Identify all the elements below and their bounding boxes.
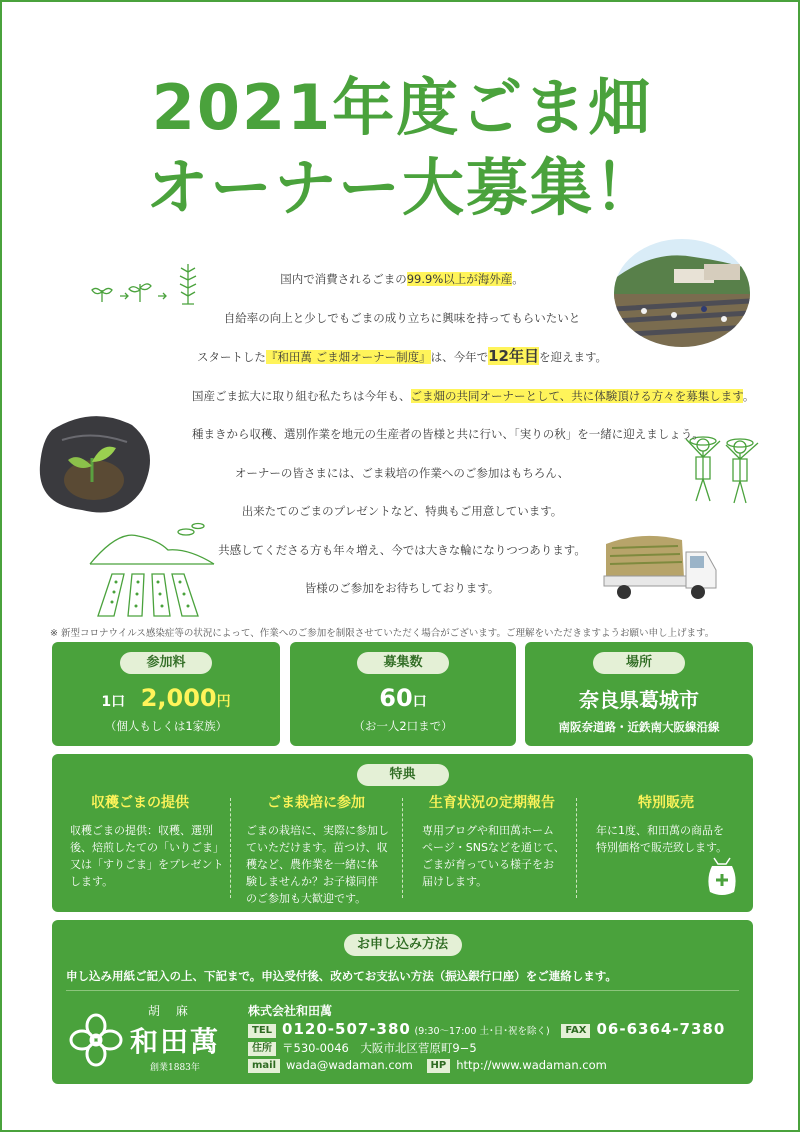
benefits-box [52,754,753,912]
benefit-title: 生育状況の定期報告 [429,795,555,811]
hp-link[interactable]: http://www.wadaman.com [456,1058,607,1072]
benefit-text: 年に1度、和田萬の商品を 特別価格で販売致します。 [596,824,728,854]
benefit-text: ごまの栽培に、実際に参加し ていただけます。苗つけ、収 穫など、農作業を一緒に体 験しませんか？お子様同伴 のご参加も大歓迎です。 [246,824,389,905]
benefit-item [56,792,224,890]
place-sub: 南阪奈道路・近鉄南大阪線沿線 [558,720,720,734]
benefit-item [408,792,576,890]
divider [576,798,577,898]
benefit-title: ごま栽培に参加 [267,795,365,811]
tel-tag: TEL [248,1024,276,1038]
page-title-line2: オーナー大募集！ [145,151,658,224]
count-box [290,642,516,746]
fee-price: 1口 2,000円 [101,684,231,712]
benefit-item [582,792,750,856]
count-label: 募集数 [357,652,449,674]
tel-hours: (9:30〜17:00 土･日･祝を除く) [414,1026,550,1037]
address-text: 〒530-0046 大阪市北区菅原町9−5 [282,1041,477,1055]
intro-line: 国内で消費されるごまの99.9%以上が海外産。 [280,272,524,286]
apply-instructions: 申し込み用紙ご記入の上、下記まで。申込受付後、改めてお支払い方法（振込銀行口座）をご連絡します。 [66,969,617,983]
place-box [525,642,753,746]
sesame-field-photo [614,239,750,347]
fax-tag: FAX [561,1024,590,1038]
logo-top: 胡 麻 [148,1004,194,1018]
contact-row-web [248,1058,607,1073]
seedling-photo [32,410,162,520]
apply-box [52,920,753,1084]
benefits-label: 特典 [357,764,449,786]
harvest-truck-photo [602,530,722,610]
benefit-title: 収穫ごまの提供 [91,795,189,811]
sesame-bag-icon [704,854,740,898]
count-value: 60口 [379,684,427,712]
company-name: 株式会社和田萬 [248,1004,333,1018]
place-value: 奈良県葛城市 [579,688,699,712]
intro-line: 皆様のご参加をお待ちしております。 [304,581,500,595]
benefit-title: 特別販売 [638,795,694,811]
intro-line: 国産ごま拡大に取り組む私たちは今年も、ごま畑の共同オーナーとして、共に体験頂ける方々を募集します。 [192,388,755,403]
hp-tag: HP [427,1059,451,1073]
intro-line: スタートした『和田萬 ごま畑オーナー制度』は、今年で12年目を迎えます。 [196,347,608,365]
wadaman-logo [68,998,238,1078]
fee-label: 参加料 [120,652,212,674]
benefit-text: 収穫ごまの提供：収穫、選別 後、焙煎したての「いりごま」 又は「すりごま」をプレゼント します。 [70,824,224,888]
intro-text [192,260,755,608]
address-tag: 住所 [248,1042,276,1056]
intro-line: オーナーの皆さまには、ごま栽培の作業へのご参加はもちろん、 [234,465,570,480]
mail-link[interactable]: wada@wadaman.com [286,1058,413,1072]
logo-name: 和田萬 [130,1025,221,1058]
logo-since: 創業1883年 [150,1063,200,1073]
benefit-text: 専用ブログや和田萬ホーム ページ・SNSなどを通じて、 ごまが育っている様子をお 届けします。 [422,824,565,888]
divider [66,990,739,991]
contact-row-address [248,1040,477,1056]
flower-logo-icon [68,1012,124,1068]
contact-row-phone [248,1020,725,1038]
benefit-item [232,792,400,907]
fax-number: 06-6364-7380 [596,1020,726,1038]
mail-tag: mail [248,1059,280,1073]
intro-line: 出来たてのごまのプレゼントなど、特典もご用意しています。 [241,504,563,518]
place-label: 場所 [593,652,685,674]
intro-line: 種まきから収穫、選別作業を地元の生産者の皆様と共に行い、「実りの秋」を一緒に迎えましょう。 [192,427,704,441]
intro-line: 共感してくださる方も年々増え、今では大きな輪になりつつあります。 [218,542,586,557]
divider [230,798,231,898]
count-sub: （お一人2口まで） [353,719,453,733]
page-title-line1: 2021年度ごま畑 [151,71,653,144]
intro-line: 自給率の向上と少しでもごまの成り立ちに興味を持ってもらいたいと [223,310,581,325]
divider [402,798,403,898]
covid-notice: ※ 新型コロナウイルス感染症等の状況によって、作業へのご参加を制限させていただく場合がございます。ご理解をいただきますようお願い申し上げます。 [50,628,715,639]
tel-number[interactable]: 0120-507-380 [282,1020,411,1038]
fee-sub: （個人もしくは1家族） [104,719,228,733]
fee-box [52,642,280,746]
apply-label: お申し込み方法 [344,934,462,956]
